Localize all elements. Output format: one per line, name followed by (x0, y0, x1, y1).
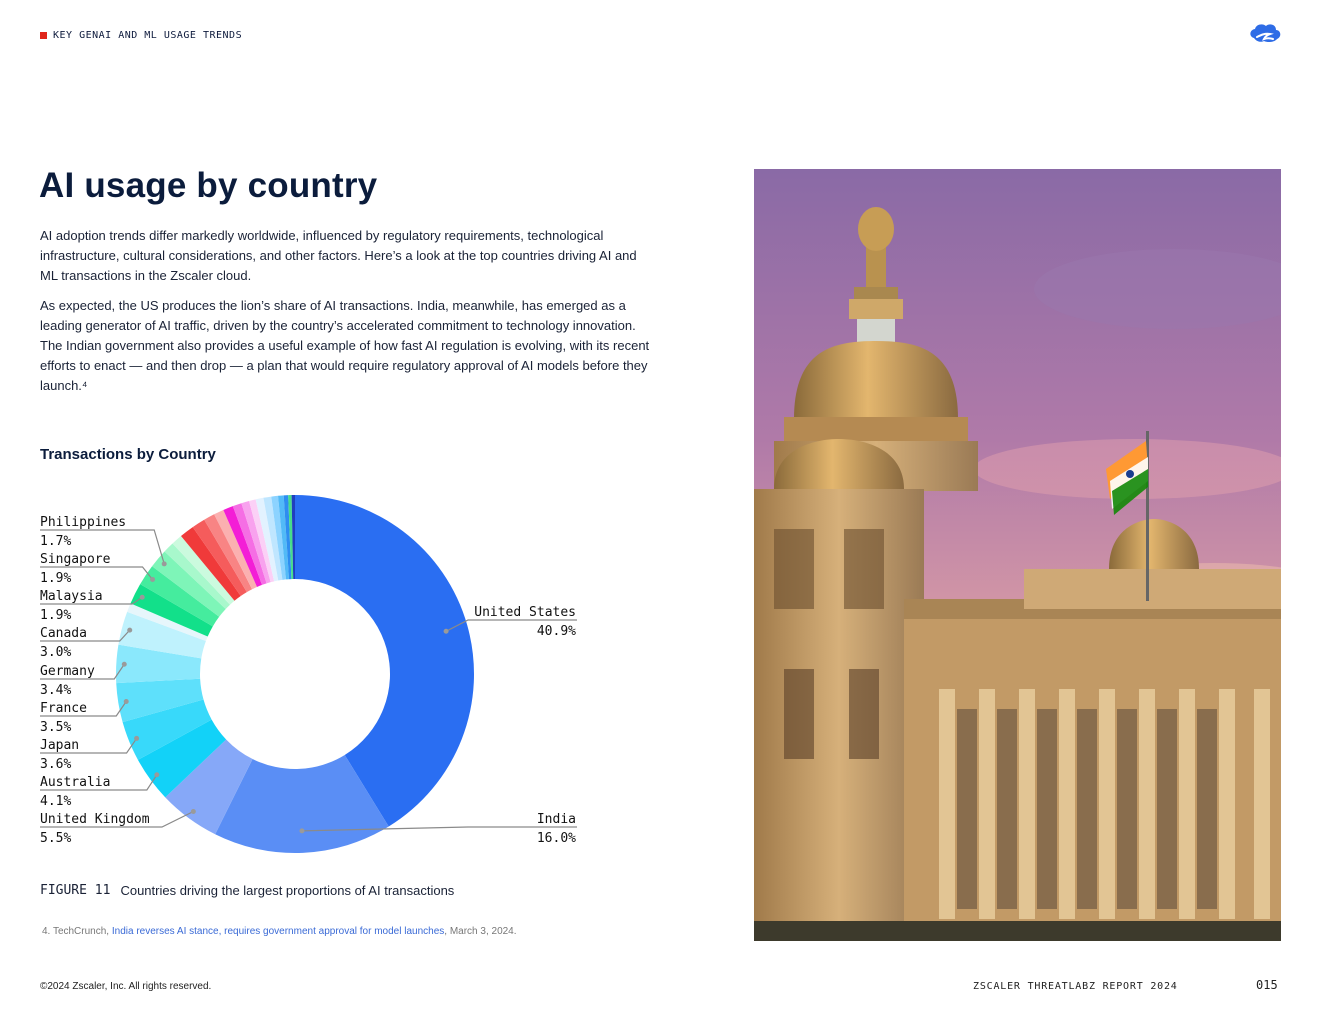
leader-dot (124, 699, 129, 704)
footnote-suffix: , March 3, 2024. (444, 926, 517, 937)
slice-value-label: 1.9% (40, 608, 72, 623)
slice-other-16 (204, 514, 252, 592)
leader-line (40, 738, 137, 753)
donut-chart (0, 0, 660, 880)
figure-number: FIGURE 11 (40, 883, 111, 898)
slice-value-label: 1.7% (40, 534, 72, 549)
slice-label: Malaysia (40, 589, 103, 604)
intro-paragraph: AI adoption trends differ markedly worldwide, influenced by regulatory requirements, technological infrastructure, cultural considerations, and other factors. Here’s a look at the top countries driving AI and ML transactions in the Zscaler cloud. (40, 228, 637, 283)
slice-label: United Kingdom (40, 812, 150, 827)
slice-japan (123, 700, 212, 760)
slice-other-12 (164, 543, 230, 609)
leader-dot (154, 772, 159, 777)
slice-value-label: 1.9% (40, 571, 72, 586)
slice-canada (118, 612, 205, 659)
slice-other-18 (223, 506, 262, 587)
slice-value-label: 3.4% (40, 683, 72, 698)
slice-germany (116, 645, 201, 683)
zscaler-cloud-logo-icon (1248, 22, 1282, 46)
vidhana-soudha-photo (754, 169, 1281, 941)
slice-other-14 (181, 527, 241, 601)
label-india (299, 812, 577, 846)
slice-value-label: 5.5% (40, 831, 72, 846)
slice-label: Singapore (40, 552, 111, 567)
leader-dot (162, 561, 167, 566)
label-france (40, 699, 129, 735)
figure-caption-text: Countries driving the largest proportions of AI transactions (120, 883, 455, 898)
figure-caption (40, 883, 454, 898)
section-label (40, 30, 242, 41)
slice-label: Canada (40, 626, 87, 641)
slice-value-label: 3.0% (40, 645, 72, 660)
slice-other-25 (278, 495, 289, 579)
slice-other-24 (271, 496, 286, 580)
leader-dot (299, 828, 304, 833)
body-paragraph: As expected, the US produces the lion’s share of AI transactions. India, meanwhile, has emerged as a leading generator of AI traffic, driven by the country’s accelerated commitment to technology innovation. The Indian government also provides a useful example of how fast AI regulation is evolving, with its recent efforts to enact — and then drop — a plan that would require regulatory approval of AI models before they launch.⁴ (40, 298, 650, 393)
label-united-states (444, 605, 577, 639)
leader-line (40, 567, 153, 579)
leader-dot (150, 577, 155, 582)
leader-dot (191, 809, 196, 814)
slice-other-23 (263, 497, 282, 581)
label-canada (40, 626, 132, 660)
leader-dot (127, 628, 132, 633)
slice-other-19 (233, 503, 267, 585)
copyright: ©2024 Zscaler, Inc. All rights reserved. (40, 981, 212, 992)
leader-line (446, 620, 577, 631)
slice-other-22 (256, 498, 279, 582)
slice-other-13 (172, 536, 234, 605)
slice-other-8 (127, 603, 208, 641)
label-philippines (40, 515, 167, 566)
leader-line (40, 664, 124, 679)
leader-line (40, 812, 193, 827)
slice-value-label: 4.1% (40, 794, 72, 809)
slice-other-15 (193, 520, 247, 596)
slice-france (116, 679, 203, 722)
page-number: 015 (1256, 978, 1278, 992)
leader-line (40, 701, 126, 716)
label-malaysia (40, 589, 145, 623)
slice-india (215, 755, 389, 853)
label-germany (40, 662, 127, 698)
footnote-link[interactable]: India reverses AI stance, requires government approval for model launches (111, 926, 445, 937)
report-name: ZSCALER THREATLABZ REPORT 2024 (973, 981, 1178, 992)
section-marker-icon (40, 32, 47, 39)
label-singapore (40, 552, 155, 586)
section-label-text: KEY GENAI AND ML USAGE TRENDS (53, 30, 243, 41)
slice-value-label: 3.5% (40, 720, 72, 735)
slice-philippines (152, 551, 226, 616)
slice-value-label: 40.9% (536, 624, 576, 639)
label-united-kingdom (40, 809, 196, 846)
slice-other-26 (284, 495, 292, 579)
slice-other-20 (241, 501, 270, 583)
page-title: AI usage by country (39, 166, 378, 205)
leader-dot (140, 595, 145, 600)
chart-title: Transactions by Country (40, 446, 216, 463)
label-japan (40, 736, 139, 772)
slice-label: Japan (40, 738, 80, 753)
slice-australia (138, 720, 226, 798)
slice-value-label: 3.6% (40, 757, 72, 772)
leader-line (40, 775, 157, 790)
slice-label: Philippines (40, 515, 127, 530)
slice-value-label: 16.0% (536, 831, 576, 846)
label-australia (40, 772, 159, 809)
leader-line (40, 597, 142, 604)
slice-other-27 (288, 495, 293, 579)
leader-dot (444, 629, 449, 634)
slice-other-28 (292, 495, 295, 579)
slice-united-kingdom (165, 739, 252, 834)
footnote (42, 926, 517, 937)
slice-singapore (140, 566, 219, 626)
slice-label: India (536, 812, 576, 827)
slice-label: France (40, 701, 87, 716)
leader-line (302, 827, 577, 831)
slice-malaysia (131, 584, 213, 636)
leader-line (40, 630, 130, 641)
slice-label: Germany (40, 664, 95, 679)
leader-dot (134, 736, 139, 741)
slice-label: United States (474, 605, 576, 620)
leader-dot (122, 662, 127, 667)
slice-other-17 (214, 510, 257, 589)
footnote-prefix: 4. TechCrunch, (42, 926, 112, 937)
slice-united-states (295, 495, 474, 827)
slice-other-21 (249, 499, 274, 582)
slice-label: Australia (40, 775, 111, 790)
leader-line (40, 530, 164, 564)
